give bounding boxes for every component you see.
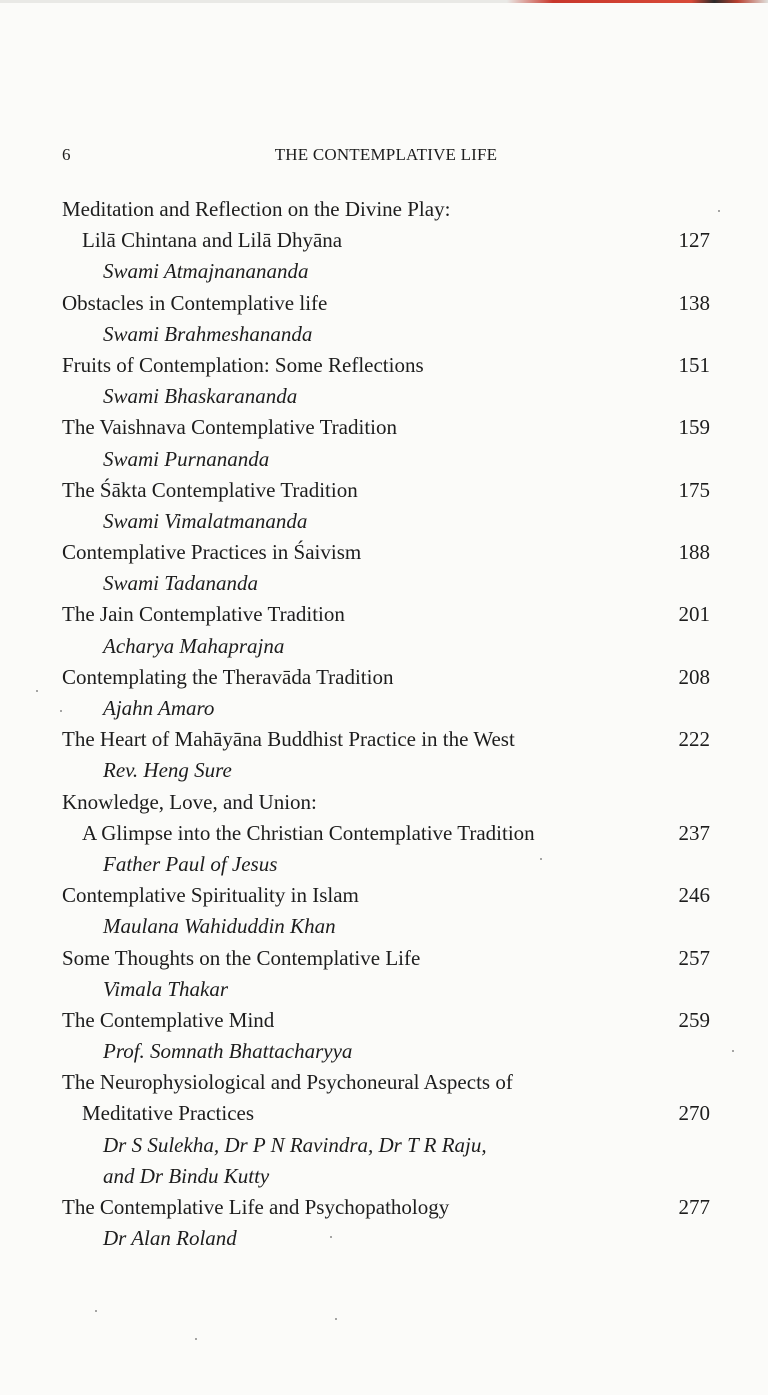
toc-author-text: Swami Bhaskarananda: [103, 384, 298, 409]
toc-entry-title: [62, 662, 710, 693]
toc-title-text: The Contemplative Mind: [62, 1007, 275, 1032]
scan-speck: [36, 690, 38, 692]
toc-title-text: Contemplative Spirituality in Islam: [62, 883, 359, 908]
toc-title-text: The Heart of Mahāyāna Buddhist Practice in the West: [62, 727, 515, 752]
running-title: THE CONTEMPLATIVE LIFE: [274, 145, 498, 164]
toc-author-text: Acharya Mahaprajna: [103, 633, 285, 658]
toc-title-text: The Vaishnava Contemplative Tradition: [62, 415, 397, 440]
toc-title-text: Some Thoughts on the Contemplative Life: [62, 945, 421, 970]
toc-title-text: Meditative Practices: [82, 1101, 255, 1126]
scan-speck: [335, 1318, 337, 1320]
toc-entry-title: [62, 350, 710, 381]
toc-page-number: 138: [678, 290, 710, 315]
toc-page-number: 257: [678, 945, 710, 970]
book-top-edge: [0, 0, 768, 3]
toc-title-text: Obstacles in Contemplative life: [62, 290, 328, 315]
toc-title-text: The Neurophysiological and Psychoneural Aspects of: [62, 1070, 513, 1095]
toc-entry-author: [62, 506, 710, 537]
toc-entry-author: [62, 319, 710, 350]
toc-author-text: Swami Purnananda: [103, 446, 270, 471]
toc-entry-title: [62, 724, 710, 755]
toc-entry-title: [62, 288, 710, 319]
scan-speck: [60, 710, 62, 712]
toc-page-number: 259: [678, 1007, 710, 1032]
toc-author-text: and Dr Bindu Kutty: [103, 1163, 270, 1188]
scan-speck: [732, 1050, 734, 1052]
toc-author-text: Prof. Somnath Bhattacharyya: [103, 1039, 353, 1064]
toc-author-text: Vimala Thakar: [103, 976, 229, 1001]
toc-page-number: 208: [678, 664, 710, 689]
toc-entry-author: [62, 631, 710, 662]
page-header: [62, 145, 710, 167]
toc-author-text: Dr S Sulekha, Dr P N Ravindra, Dr T R Raju,: [103, 1132, 487, 1157]
table-of-contents: [62, 194, 710, 1254]
toc-title-text: Contemplative Practices in Śaivism: [62, 540, 362, 565]
toc-author-text: Swami Tadananda: [103, 571, 259, 596]
toc-entry-author: [62, 1036, 710, 1067]
toc-entry-author: [62, 381, 710, 412]
toc-author-text: Maulana Wahiduddin Khan: [103, 914, 336, 939]
toc-entry-author: [62, 256, 710, 287]
toc-entry-author: [62, 911, 710, 942]
scan-speck: [540, 858, 542, 860]
scan-speck: [195, 1338, 197, 1340]
toc-entry-title: [62, 537, 710, 568]
toc-author-text: Ajahn Amaro: [103, 696, 215, 720]
toc-title-text: Knowledge, Love, and Union:: [62, 789, 317, 814]
toc-author-text: Rev. Heng Sure: [103, 758, 232, 783]
scan-speck: [95, 1310, 97, 1312]
toc-author-text: Dr Alan Roland: [103, 1226, 237, 1251]
toc-entry-author: [62, 444, 710, 475]
toc-entry-title: [62, 880, 710, 911]
toc-page-number: 159: [678, 415, 710, 440]
toc-page-number: 151: [678, 352, 710, 377]
toc-entry-title: [62, 1005, 710, 1036]
page-number: 6: [62, 145, 71, 164]
toc-page-number: 127: [678, 228, 710, 253]
toc-page-number: 188: [678, 540, 710, 565]
toc-title-text: Lilā Chintana and Lilā Dhyāna: [82, 228, 343, 253]
toc-entry-author: [62, 755, 710, 786]
toc-entry-author: [62, 974, 710, 1005]
toc-page-number: 175: [678, 477, 710, 502]
toc-entry-title: [62, 599, 710, 630]
toc-title-text: Contemplating the Theravāda Tradition: [62, 664, 394, 689]
toc-entry-author: [62, 849, 710, 880]
toc-entry-title: [62, 475, 710, 506]
toc-entry-title: [62, 1192, 710, 1223]
toc-author-text: Father Paul of Jesus: [103, 851, 278, 876]
toc-title-text: A Glimpse into the Christian Contemplative Tradition: [82, 820, 535, 845]
toc-page-number: 246: [678, 883, 710, 908]
toc-author-text: Swami Atmajnanananda: [103, 259, 309, 284]
toc-entry-title: [62, 412, 710, 443]
toc-entry-author: [62, 1130, 710, 1161]
toc-title-text: The Jain Contemplative Tradition: [62, 602, 345, 627]
toc-entry-title-continued: [62, 818, 710, 849]
toc-page-number: 277: [678, 1195, 710, 1219]
toc-entry-author: [62, 693, 710, 724]
scan-speck: [330, 1236, 332, 1238]
toc-entry-title: [62, 787, 710, 818]
toc-author-text: Swami Brahmeshananda: [103, 321, 313, 346]
toc-entry-author: [62, 568, 710, 599]
toc-title-text: Meditation and Reflection on the Divine Play:: [62, 197, 451, 221]
toc-title-text: The Śākta Contemplative Tradition: [62, 477, 358, 502]
toc-author-text: Swami Vimalatmananda: [103, 508, 308, 533]
toc-title-text: Fruits of Contemplation: Some Reflections: [62, 352, 424, 377]
toc-entry-author: [62, 1223, 710, 1254]
toc-page-number: 237: [678, 820, 710, 845]
toc-entry-author: [62, 1161, 710, 1192]
toc-page-number: 222: [678, 727, 710, 752]
toc-page-number: 201: [678, 602, 710, 627]
toc-entry-title-continued: [62, 1098, 710, 1129]
toc-entry-title-continued: [62, 225, 710, 256]
toc-title-text: The Contemplative Life and Psychopathology: [62, 1195, 450, 1219]
toc-page-number: 270: [678, 1101, 710, 1126]
scan-speck: [718, 210, 720, 212]
toc-entry-title: [62, 943, 710, 974]
toc-entry-title: [62, 194, 710, 225]
toc-entry-title: [62, 1067, 710, 1098]
